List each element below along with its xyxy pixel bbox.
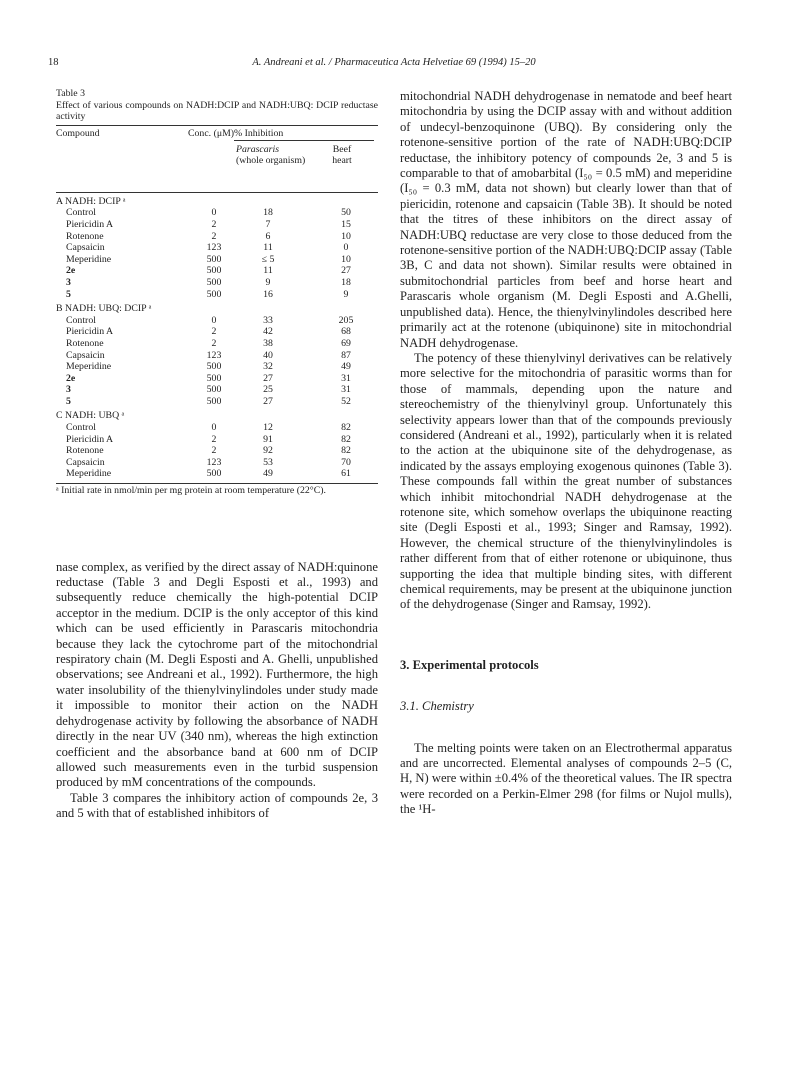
cell-compound: 3	[66, 276, 71, 288]
cell-compound: Meperidine	[66, 468, 112, 480]
table-section-title: A NADH: DCIP ᵃ	[56, 195, 126, 207]
cell-beef: 50	[341, 207, 351, 219]
cell-compound: Rotenone	[66, 230, 104, 242]
table-row	[56, 434, 378, 446]
cell-parascaris: ≤ 5	[261, 253, 275, 265]
cell-compound: Capsaicin	[66, 349, 105, 361]
cell-compound: Piericidin A	[66, 433, 114, 445]
cell-beef: 70	[341, 456, 351, 468]
cell-compound: 5	[66, 395, 71, 407]
cell-conc: 500	[206, 253, 222, 265]
cell-compound: 5	[66, 288, 71, 300]
cell-conc: 2	[211, 337, 217, 349]
cell-parascaris: 27	[263, 372, 273, 384]
cell-parascaris: 92	[263, 445, 273, 457]
cell-compound: Meperidine	[66, 253, 112, 265]
table-row	[56, 457, 378, 469]
cell-conc: 500	[206, 384, 222, 396]
cell-beef: 82	[341, 445, 351, 457]
cell-parascaris: 16	[263, 288, 273, 300]
cell-compound: Control	[66, 207, 96, 219]
cell-parascaris: 11	[263, 242, 273, 254]
cell-parascaris: 25	[263, 384, 273, 396]
col-inhibition-group	[234, 127, 374, 167]
table-row	[56, 242, 378, 254]
col-parascaris-group	[236, 144, 306, 167]
cell-conc: 0	[211, 314, 217, 326]
cell-compound: 3	[66, 384, 71, 396]
cell-beef: 82	[341, 422, 351, 434]
section-heading: 3. Experimental protocols	[400, 657, 539, 672]
col-compound: Compound	[56, 127, 100, 139]
chemistry-paragraph: The melting points were taken on an Electrothermal apparatus and are uncorrected. Elemental analyses of compounds 2–5 (C, H, N) were within ±0.4% of the theoretical values. The IR spectra were recorded on a Perkin-Elmer 298 (for films or Nujol mulls), the ¹H-	[400, 740, 732, 817]
cell-conc: 0	[211, 207, 217, 219]
cell-beef: 87	[341, 349, 351, 361]
running-head: A. Andreani et al. / Pharmaceutica Acta Helvetiae 69 (1994) 15–20	[252, 57, 536, 68]
cell-conc: 500	[206, 288, 222, 300]
cell-compound: Piericidin A	[66, 326, 114, 338]
table-row	[56, 254, 378, 266]
table-section-title: B NADH: UBQ: DCIP ᵃ	[56, 303, 152, 315]
col-parascaris-sub: (whole organism)	[236, 155, 306, 167]
cell-beef: 15	[341, 218, 351, 230]
cell-conc: 500	[206, 395, 222, 407]
right-column	[400, 89, 732, 818]
cell-conc: 123	[206, 456, 222, 468]
table-footnote: ᵃ Initial rate in nmol/min per mg protein at room temperature (22°C).	[56, 483, 378, 497]
left-paragraph-2: Table 3 compares the inhibitory action of compounds 2e, 3 and 5 with that of established inhibitors of	[56, 790, 378, 821]
table-row	[56, 361, 378, 373]
cell-beef: 10	[341, 253, 351, 265]
cell-beef: 0	[343, 242, 349, 254]
cell-beef: 49	[341, 361, 351, 373]
table-section-title: C NADH: UBQ ᵃ	[56, 410, 125, 422]
table-section	[56, 193, 378, 300]
right-paragraph-1: mitochondrial NADH dehydrogenase in nematode and beef heart mitochondria by using the DCIP assay with and without addition of undecyl-benzoquinone (UBQ). By considering only the rotenone-sensitive portion of the rate of NADH:UBQ:DCIP reductase, the inhibitory potency of compounds 2e, 3 and 5 is comparable to that of amobarbital (I₅₀ = 0.5 mM) and meperidine (I₅₀ = 0.3 mM, data not shown) but clearly lower than that of piericidin, rotenone and capsaicin (Table 3B). It should be noted that the titres of these inhibitors on the direct assay of NADH:UBQ reductase are very close to those deduced from the rotenone-sensitive portion of the NADH:UBQ:DCIP assay (Table 3B, C and data not shown). Similar results were obtained in submitochondrial particles from beef and horse heart and Parascaris whole organism (M. Degli Esposti and A.Ghelli, unpublished data). Hence, the thienylvinylindoles described here primarily act at the rotenone (ubiquinone) site in mitochondrial NADH dehydrogenase.	[400, 89, 732, 350]
table-label: Table 3	[56, 88, 85, 99]
cell-parascaris: 53	[263, 456, 273, 468]
table-row	[56, 384, 378, 396]
cell-compound: 2e	[66, 372, 76, 384]
running-header	[48, 57, 740, 73]
table-row	[56, 219, 378, 231]
table-row	[56, 468, 378, 480]
col-beef: Beef heart	[332, 143, 352, 167]
table-3	[56, 88, 378, 497]
cell-parascaris: 42	[263, 326, 273, 338]
table-caption: Effect of various compounds on NADH:DCIP and NADH:UBQ: DCIP reductase activity	[56, 99, 378, 123]
cell-conc: 500	[206, 265, 222, 277]
table-header	[56, 125, 378, 193]
table-row	[56, 445, 378, 457]
cell-parascaris: 6	[265, 230, 271, 242]
cell-compound: Rotenone	[66, 337, 104, 349]
cell-conc: 2	[211, 326, 217, 338]
cell-parascaris: 12	[263, 422, 273, 434]
cell-parascaris: 38	[263, 337, 273, 349]
cell-conc: 500	[206, 372, 222, 384]
table-row	[56, 231, 378, 243]
table-row	[56, 315, 378, 327]
table-row	[56, 350, 378, 362]
cell-beef: 31	[341, 384, 351, 396]
page-number: 18	[48, 57, 59, 68]
table-row	[56, 422, 378, 434]
cell-beef: 68	[341, 326, 351, 338]
table-row	[56, 265, 378, 277]
cell-beef: 205	[338, 314, 354, 326]
col-parascaris: Parascaris	[236, 143, 280, 155]
cell-conc: 500	[206, 276, 222, 288]
table-row	[56, 338, 378, 350]
table-row	[56, 289, 378, 301]
cell-conc: 2	[211, 445, 217, 457]
table-row	[56, 396, 378, 408]
cell-compound: Control	[66, 422, 96, 434]
cell-parascaris: 33	[263, 314, 273, 326]
cell-conc: 2	[211, 230, 217, 242]
table-section	[56, 300, 378, 407]
cell-beef: 18	[341, 276, 351, 288]
cell-compound: Control	[66, 314, 96, 326]
col-inhibition: % Inhibition	[234, 128, 374, 142]
cell-beef: 61	[341, 468, 351, 480]
cell-beef: 31	[341, 372, 351, 384]
cell-parascaris: 49	[263, 468, 273, 480]
cell-conc: 500	[206, 361, 222, 373]
cell-parascaris: 32	[263, 361, 273, 373]
cell-beef: 9	[343, 288, 349, 300]
col-conc: Conc. (μM)	[188, 127, 235, 139]
table-row	[56, 373, 378, 385]
cell-compound: Capsaicin	[66, 242, 105, 254]
cell-parascaris: 11	[263, 265, 273, 277]
cell-beef: 27	[341, 265, 351, 277]
cell-beef: 82	[341, 433, 351, 445]
right-paragraph-2: The potency of these thienylvinyl derivatives can be relatively more selective for the mitochondria of parasitic worms than for those of mammals, depending upon the nature and stereochemistry of the thienylvinyl group. Unfortunately this selectivity appears lower than that of the compounds previously considered (Andreani et al., 1992), particularly when it is related to the action at the ubiquinone site of the dehydrogenase, as indicated by the assays employing exogenous quinones (Table 3). These compounds fall within the great number of substances which inhibit mitochondrial NADH dehydrogenase at the rotenone site, which somehow overlaps the ubiquinone reacting site (Degli Esposti et al., 1993; Singer and Ramsay, 1992). However, the chemical structure of the thienylvinylindoles is rather different from that of either rotenone or ubiquinone, thus supporting the idea that multiple binding sites, with different chemical requirements, may be present at the ubiquinone junction of the dehydrogenase (Singer and Ramsay, 1992).	[400, 350, 732, 612]
cell-parascaris: 40	[263, 349, 273, 361]
cell-compound: Meperidine	[66, 361, 112, 373]
cell-parascaris: 27	[263, 395, 273, 407]
cell-conc: 123	[206, 349, 222, 361]
cell-beef: 52	[341, 395, 351, 407]
cell-parascaris: 9	[265, 276, 271, 288]
left-paragraph-1: nase complex, as verified by the direct assay of NADH:quinone reductase (Table 3 and Degli Esposti et al., 1993) and subsequently reduce chemically the high-potential DCIP acceptor in the medium. DCIP is the only acceptor of this kind which can be used efficiently in Parascaris mitochondria because they lack the cytochrome part of the mitochondrial respiratory chain (M. Degli Esposti and A. Ghelli, unpublished observations; see Andreani et al., 1992). Furthermore, the high water insolubility of the thienylvinylindoles under study made it impossible to monitor their action on the NADH dehydrogenase activity by following the absorbance of NADH directly in the near UV (340 nm), whereas the high extinction coefficient and the absorbance band at 600 nm of DCIP allowed such measurements even in the turbid suspension produced by mM concentrations of the compounds.	[56, 559, 378, 790]
subsection-heading: 3.1. Chemistry	[400, 699, 474, 714]
table-row	[56, 277, 378, 289]
cell-compound: Piericidin A	[66, 218, 114, 230]
cell-conc: 2	[211, 218, 217, 230]
cell-parascaris: 7	[265, 218, 271, 230]
cell-conc: 0	[211, 422, 217, 434]
cell-parascaris: 18	[263, 207, 273, 219]
cell-conc: 500	[206, 468, 222, 480]
table-row	[56, 207, 378, 219]
cell-compound: 2e	[66, 265, 76, 277]
cell-beef: 69	[341, 337, 351, 349]
table-row	[56, 326, 378, 338]
left-column	[56, 88, 378, 822]
cell-conc: 2	[211, 433, 217, 445]
table-section	[56, 407, 378, 480]
cell-beef: 10	[341, 230, 351, 242]
table-body	[56, 193, 378, 480]
cell-conc: 123	[206, 242, 222, 254]
cell-parascaris: 91	[263, 433, 273, 445]
cell-compound: Capsaicin	[66, 456, 105, 468]
cell-compound: Rotenone	[66, 445, 104, 457]
